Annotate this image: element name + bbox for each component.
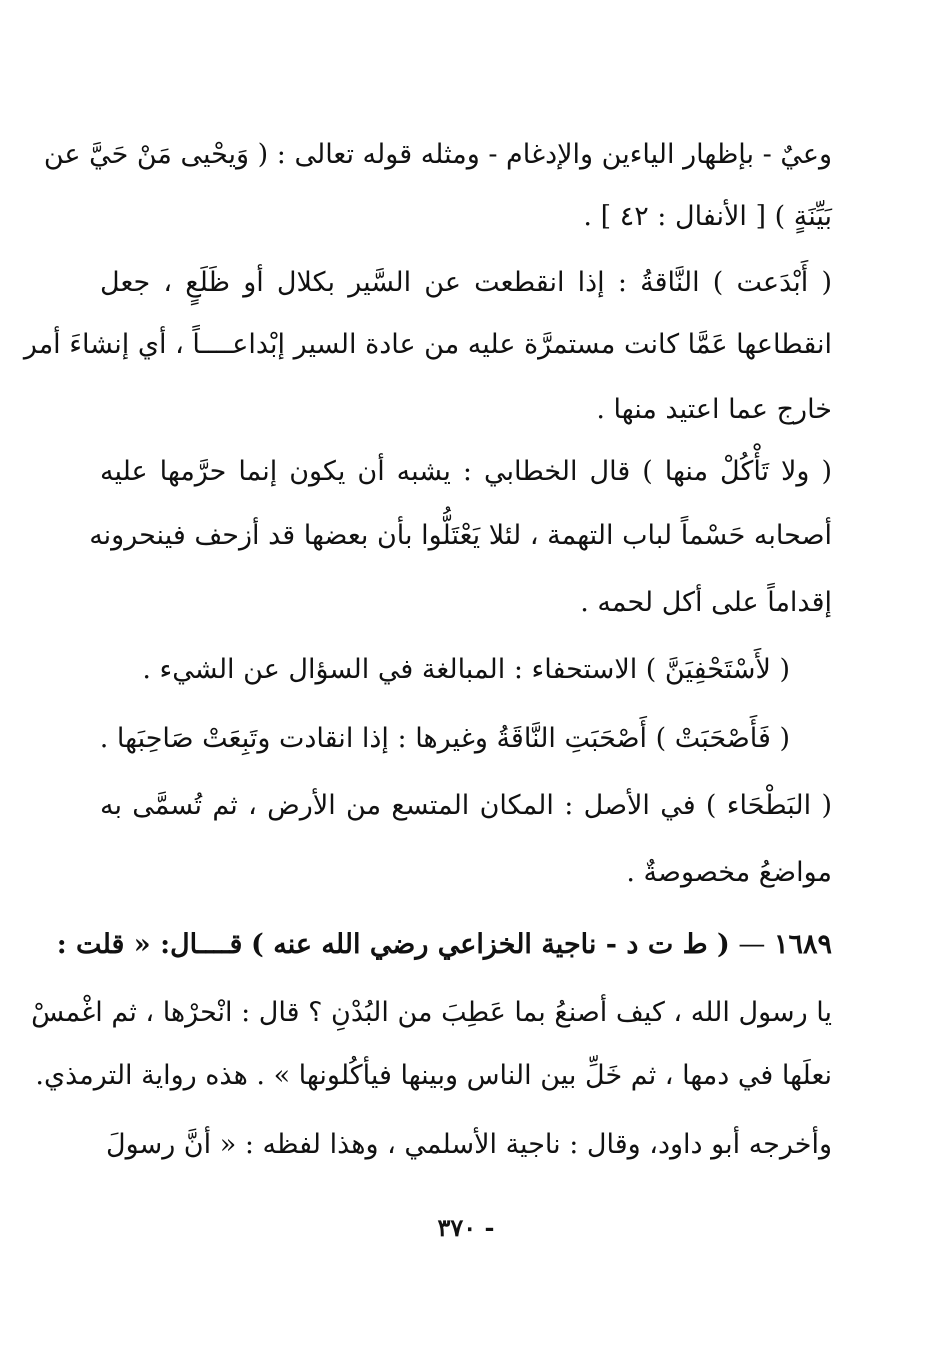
text-line-13: يا رسول الله ، كيف أصنعُ بما عَطِبَ من البُدْنِ ؟ قال : انْحرْها ، ثم اغْمسْ [31,997,832,1028]
text-line-9: ( لأَسْتَحْفِيَنَّ ) الاستحفاء : المبالغة في السؤال عن الشيء . [142,654,790,685]
hadith-heading [56,925,832,965]
text-line-5: خارج عما اعتيد منها . [596,394,832,425]
text-line-3: ( أَبْدَعت ) النَّاقةُ : إذا انقطعت عن السَّير بكلال أو ظَلَعٍ ، جعل [100,267,832,298]
text-line-14: نعلَها في دمها ، ثم خَلِّ بين الناس وبينها فيأكُلونها » . هذه رواية الترمذي. [35,1060,832,1091]
text-line-1: وعيٌ - بإظهار الياءين والإدغام - ومثله قوله تعالى : ( وَيحْيى مَنْ حَيَّ عن [43,139,832,170]
text-line-12: مواضعُ مخصوصةٌ . [626,857,832,888]
text-line-2: بَيِّنَةٍ ) [ الأنفال : ٤٢ ] . [583,201,832,232]
text-line-15: وأخرجه أبو داود، وقال : ناجية الأسلمي ، وهذا لفظه : « أنَّ رسولَ [106,1129,832,1160]
hadith-number: ١٦٨٩ [773,929,832,960]
text-line-11: ( البَطْحَاء ) في الأصل : المكان المتسع من الأرض ، ثم تُسمَّى به [100,790,832,821]
text-line-8: إقداماً على أكل لحمه . [580,587,832,618]
page-number: - ٣٧٠ [437,1213,495,1242]
text-line-6: ( ولا تَأْكُلْ منها ) قال الخطابي : يشبه أن يكون إنما حرَّمها عليه [100,456,832,487]
text-line-7: أصحابه حَسْماً لباب التهمة ، لئلا يَعْتَلُّوا بأن بعضها قد أزحف فينحرونه [89,520,832,551]
hadith-dash: — [738,929,766,960]
text-line-4: انقطاعها عَمَّا كانت مستمرَّة عليه من عادة السير إبْداعــــاً ، أي إنشاءَ أمر [23,329,832,360]
hadith-text: قــــال: « قلت : [56,929,243,960]
hadith-source: ( ط ت د - ناجية الخزاعي رضي الله عنه ) [251,929,730,960]
text-line-10: ( فَأَصْحَبَتْ ) أَصْحَبَتِ النَّاقَةُ وغيرها : إذا انقادت وتَبِعَتْ صَاحِبَها . [99,723,790,754]
